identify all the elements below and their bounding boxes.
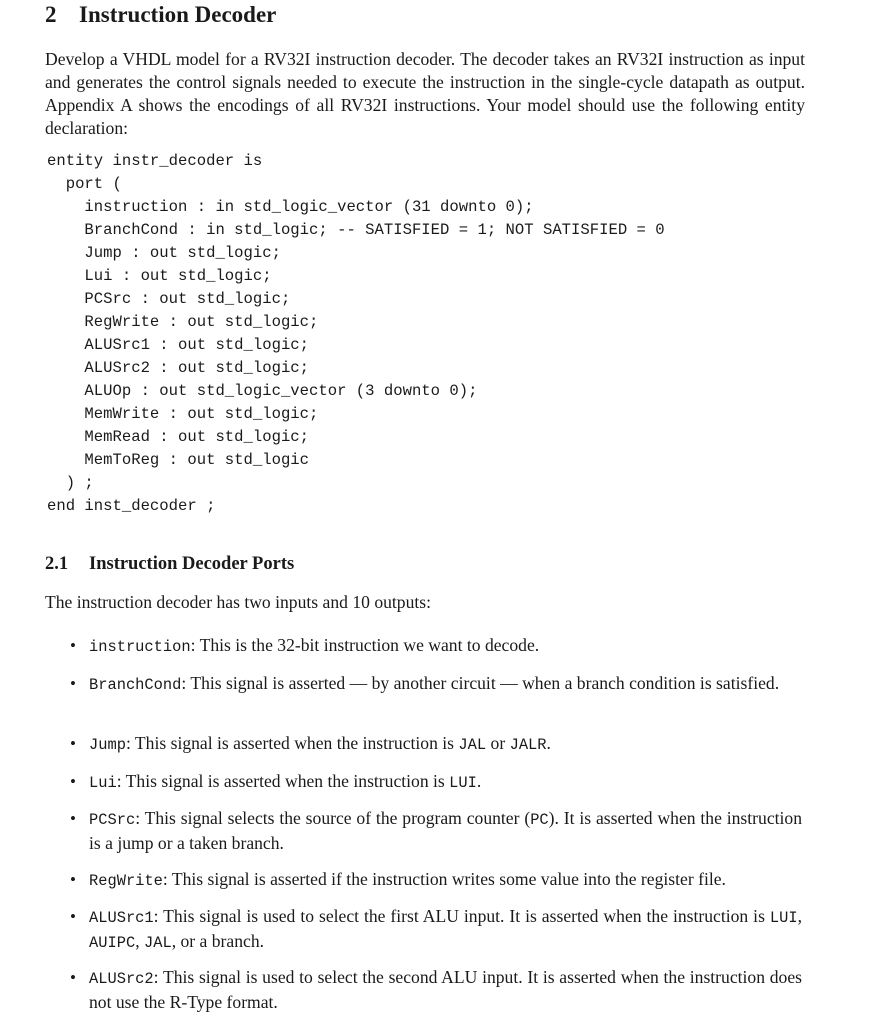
ports-intro-paragraph: The instruction decoder has two inputs and 10 outputs: (45, 592, 432, 612)
code-line: Jump : out std_logic; (47, 244, 281, 262)
subsection-heading (45, 554, 294, 575)
port-description: : This is the 32-bit instruction we want to decode. (190, 635, 540, 655)
bullet-marker: • (70, 674, 76, 693)
section-number: 2 (45, 2, 57, 27)
bullet-marker: • (70, 968, 76, 987)
subsection-number: 2.1 (45, 554, 69, 574)
port-item-alusrc1 (70, 905, 802, 955)
bullet-marker: • (70, 907, 76, 926)
inline-code: JAL (143, 934, 172, 952)
code-line: MemToReg : out std_logic (47, 451, 310, 469)
inline-code: PC (530, 811, 549, 829)
port-item-pcsrc (70, 807, 802, 855)
code-line: ) ; (47, 474, 94, 492)
port-item-regwrite (70, 868, 802, 893)
port-name: PCSrc (89, 811, 136, 829)
port-item-alusrc2 (70, 966, 802, 1014)
port-description: : This signal selects the source of the program counter ( (135, 808, 531, 828)
code-line: entity instr_decoder is (47, 152, 263, 170)
port-name: Lui (89, 774, 117, 792)
port-description: : This signal is asserted if the instruction writes some value into the register file. (162, 869, 726, 889)
port-description: : This signal is used to select the first ALU input. It is asserted when the instruction is (153, 906, 770, 926)
inline-code: JALR (509, 736, 547, 754)
port-description: , (797, 906, 802, 926)
port-name: Jump (89, 736, 126, 754)
port-description: . (546, 733, 551, 753)
code-line: MemWrite : out std_logic; (47, 405, 319, 423)
port-name: ALUSrc1 (89, 909, 154, 927)
inline-code: LUI (769, 909, 798, 927)
section-title: Instruction Decoder (79, 2, 277, 27)
intro-paragraph: Develop a VHDL model for a RV32I instruction decoder. The decoder takes an RV32I instruction as input and generates the control signals needed to execute the instruction in the single-cycle datapath as output. Appendix A shows the encodings of all RV32I instructions. Your model should use the following entity declaration: (45, 49, 805, 138)
port-description: ). It is asserted when the instruction is a jump or a taken branch. (89, 808, 802, 853)
code-line: instruction : in std_logic_vector (31 downto 0); (47, 198, 534, 216)
code-line: MemRead : out std_logic; (47, 428, 310, 446)
port-item-branchcond (70, 672, 802, 697)
port-name: instruction (89, 638, 191, 656)
entity-code-block (47, 150, 665, 518)
code-line: PCSrc : out std_logic; (47, 290, 291, 308)
subsection-title: Instruction Decoder Ports (89, 554, 295, 574)
port-description: : This signal is used to select the second ALU input. It is asserted when the instruction does not use the R-Type format. (89, 967, 802, 1012)
port-description: : This signal is asserted when the instruction is (125, 733, 459, 753)
bullet-marker: • (70, 809, 76, 828)
inline-code: JAL (458, 736, 487, 754)
code-line: RegWrite : out std_logic; (47, 313, 319, 331)
port-item-lui (70, 770, 802, 795)
port-description: : This signal is asserted when the instruction is (116, 771, 450, 791)
code-line: ALUSrc2 : out std_logic; (47, 359, 310, 377)
bullet-marker: • (70, 636, 76, 655)
port-description: or (486, 733, 510, 753)
port-name: ALUSrc2 (89, 970, 154, 988)
inline-code: LUI (449, 774, 477, 792)
code-line: Lui : out std_logic; (47, 267, 272, 285)
code-line: ALUOp : out std_logic_vector (3 downto 0); (47, 382, 478, 400)
section-heading (45, 2, 276, 28)
bullet-marker: • (70, 772, 76, 791)
code-line: ALUSrc1 : out std_logic; (47, 336, 310, 354)
inline-code: AUIPC (89, 934, 136, 952)
bullet-marker: • (70, 870, 76, 889)
port-item-instruction (70, 634, 802, 659)
port-description: , or a branch. (171, 931, 265, 951)
port-name: BranchCond (89, 676, 182, 694)
port-description: , (135, 931, 144, 951)
bullet-marker: • (70, 734, 76, 753)
code-line: BranchCond : in std_logic; -- SATISFIED = 1; NOT SATISFIED = 0 (47, 221, 665, 239)
port-description: . (476, 771, 482, 791)
port-description: : This signal is asserted — by another circuit — when a branch condition is satisfied. (181, 673, 780, 693)
code-line: end inst_decoder ; (47, 497, 216, 515)
code-line: port ( (47, 175, 122, 193)
port-item-jump (70, 732, 802, 757)
port-name: RegWrite (89, 872, 163, 890)
